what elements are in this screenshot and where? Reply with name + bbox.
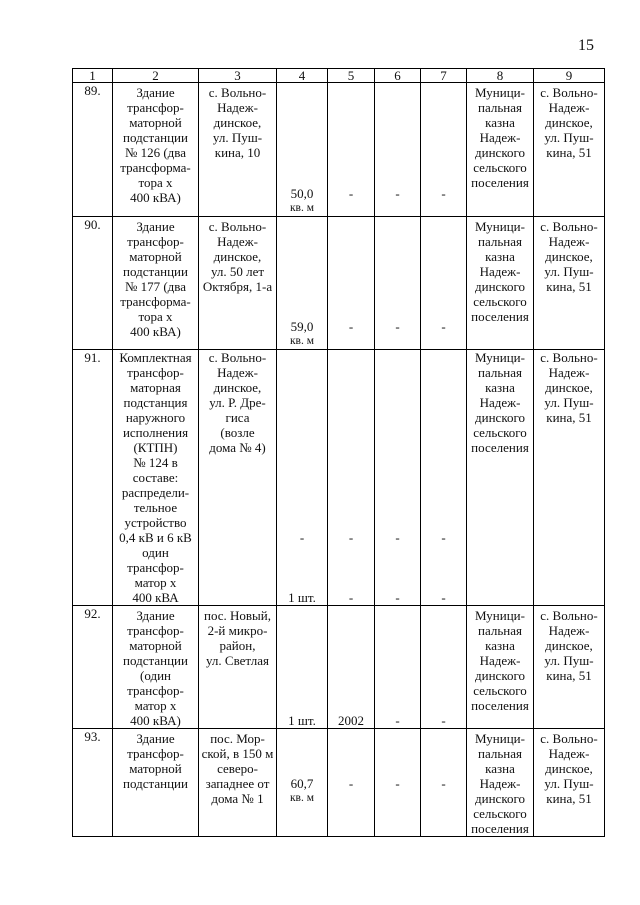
column-number: 4 bbox=[277, 69, 328, 83]
ownership-cell: Муници- пальная казна Надеж- динского сельского поселения bbox=[467, 729, 534, 837]
table-row bbox=[73, 83, 605, 217]
table-row bbox=[73, 729, 605, 837]
size-value: 50,0 bbox=[290, 186, 314, 201]
location-cell: пос. Мор- ской, в 150 м северо- западнее от дома № 1 bbox=[199, 729, 277, 837]
page-number: 15 bbox=[578, 37, 594, 54]
size-cell bbox=[277, 217, 328, 350]
ownership-cell: Муници- пальная казна Надеж- динского сельского поселения bbox=[467, 83, 534, 217]
object-name-cell: Здание трансфор- маторной подстанции (один трансфор- матор х 400 кВА) bbox=[113, 606, 199, 729]
column-6-value: - bbox=[395, 590, 400, 605]
size-value: 1 шт. bbox=[288, 590, 316, 605]
property-register-table bbox=[72, 68, 605, 837]
object-name-cell: Здание трансфор- маторной подстанции № 177 (два трансформа- тора х 400 кВА) bbox=[113, 217, 199, 350]
size-value: 59,0 bbox=[290, 319, 314, 334]
ownership-cell: Муници- пальная казна Надеж- динского сельского поселения bbox=[467, 606, 534, 729]
column-7-cell bbox=[421, 350, 467, 606]
column-number: 5 bbox=[328, 69, 375, 83]
row-number-cell: 91. bbox=[73, 350, 113, 606]
size-cell: 1 шт. bbox=[277, 606, 328, 729]
holder-address-cell: с. Вольно- Надеж- динское, ул. Пуш- кина, 51 bbox=[534, 606, 605, 729]
column-7-value: - bbox=[441, 590, 446, 605]
column-number: 1 bbox=[73, 69, 113, 83]
column-number: 8 bbox=[467, 69, 534, 83]
column-7-value: - bbox=[441, 530, 446, 545]
column-6-cell: - bbox=[375, 606, 421, 729]
row-number-cell: 93. bbox=[73, 729, 113, 837]
column-6-cell: - bbox=[375, 729, 421, 837]
object-name-cell: Здание трансфор- маторной подстанции bbox=[113, 729, 199, 837]
column-7-cell: - bbox=[421, 729, 467, 837]
column-7-cell: - bbox=[421, 217, 467, 350]
column-6-cell: - bbox=[375, 83, 421, 217]
column-6-cell bbox=[375, 350, 421, 606]
location-cell: с. Вольно- Надеж- динское, ул. Р. Дре- гиса (возле дома № 4) bbox=[199, 350, 277, 606]
year-cell: - bbox=[328, 83, 375, 217]
column-number: 2 bbox=[113, 69, 199, 83]
holder-address-cell: с. Вольно- Надеж- динское, ул. Пуш- кина, 51 bbox=[534, 217, 605, 350]
holder-address-cell: с. Вольно- Надеж- динское, ул. Пуш- кина, 51 bbox=[534, 350, 605, 606]
size-unit: кв. м bbox=[289, 335, 315, 347]
size-unit: кв. м bbox=[289, 792, 315, 804]
column-number-row bbox=[73, 69, 605, 83]
row-number-cell: 92. bbox=[73, 606, 113, 729]
column-number: 9 bbox=[534, 69, 605, 83]
location-cell: с. Вольно- Надеж- динское, ул. 50 лет Октября, 1-а bbox=[199, 217, 277, 350]
row-number-cell: 90. bbox=[73, 217, 113, 350]
year-cell: - bbox=[328, 217, 375, 350]
column-7-cell: - bbox=[421, 606, 467, 729]
object-name-cell: Комплектная трансфор- маторная подстанция наружного исполнения (КТПН) № 124 в составе: распредели- тельное устройство 0,4 кВ и 6 кВ один трансфор- матор х 400 кВА bbox=[113, 350, 199, 606]
year-cell: - bbox=[328, 729, 375, 837]
column-7-cell: - bbox=[421, 83, 467, 217]
column-number: 6 bbox=[375, 69, 421, 83]
size-cell bbox=[277, 350, 328, 606]
ownership-cell: Муници- пальная казна Надеж- динского сельского поселения bbox=[467, 217, 534, 350]
location-cell: пос. Новый, 2-й микро- район, ул. Светлая bbox=[199, 606, 277, 729]
location-cell: с. Вольно- Надеж- динское, ул. Пуш- кина, 10 bbox=[199, 83, 277, 217]
row-number-cell: 89. bbox=[73, 83, 113, 217]
year-value: - bbox=[348, 530, 354, 545]
table-row bbox=[73, 217, 605, 350]
table-row bbox=[73, 350, 605, 606]
year-cell bbox=[328, 350, 375, 606]
column-6-value: - bbox=[395, 530, 400, 545]
object-name-cell: Здание трансфор- маторной подстанции № 126 (два трансформа- тора х 400 кВА) bbox=[113, 83, 199, 217]
holder-address-cell: с. Вольно- Надеж- динское, ул. Пуш- кина, 51 bbox=[534, 729, 605, 837]
year-cell: 2002 bbox=[328, 606, 375, 729]
holder-address-cell: с. Вольно- Надеж- динское, ул. Пуш- кина, 51 bbox=[534, 83, 605, 217]
column-6-cell: - bbox=[375, 217, 421, 350]
size-unit: кв. м bbox=[289, 202, 315, 214]
size-value: 60,7 bbox=[290, 776, 314, 791]
column-number: 3 bbox=[199, 69, 277, 83]
size-cell bbox=[277, 729, 328, 837]
year-value: - bbox=[348, 590, 354, 605]
size-cell bbox=[277, 83, 328, 217]
column-number: 7 bbox=[421, 69, 467, 83]
ownership-cell: Муници- пальная казна Надеж- динского сельского поселения bbox=[467, 350, 534, 606]
table-row bbox=[73, 606, 605, 729]
size-value: - bbox=[299, 530, 305, 545]
